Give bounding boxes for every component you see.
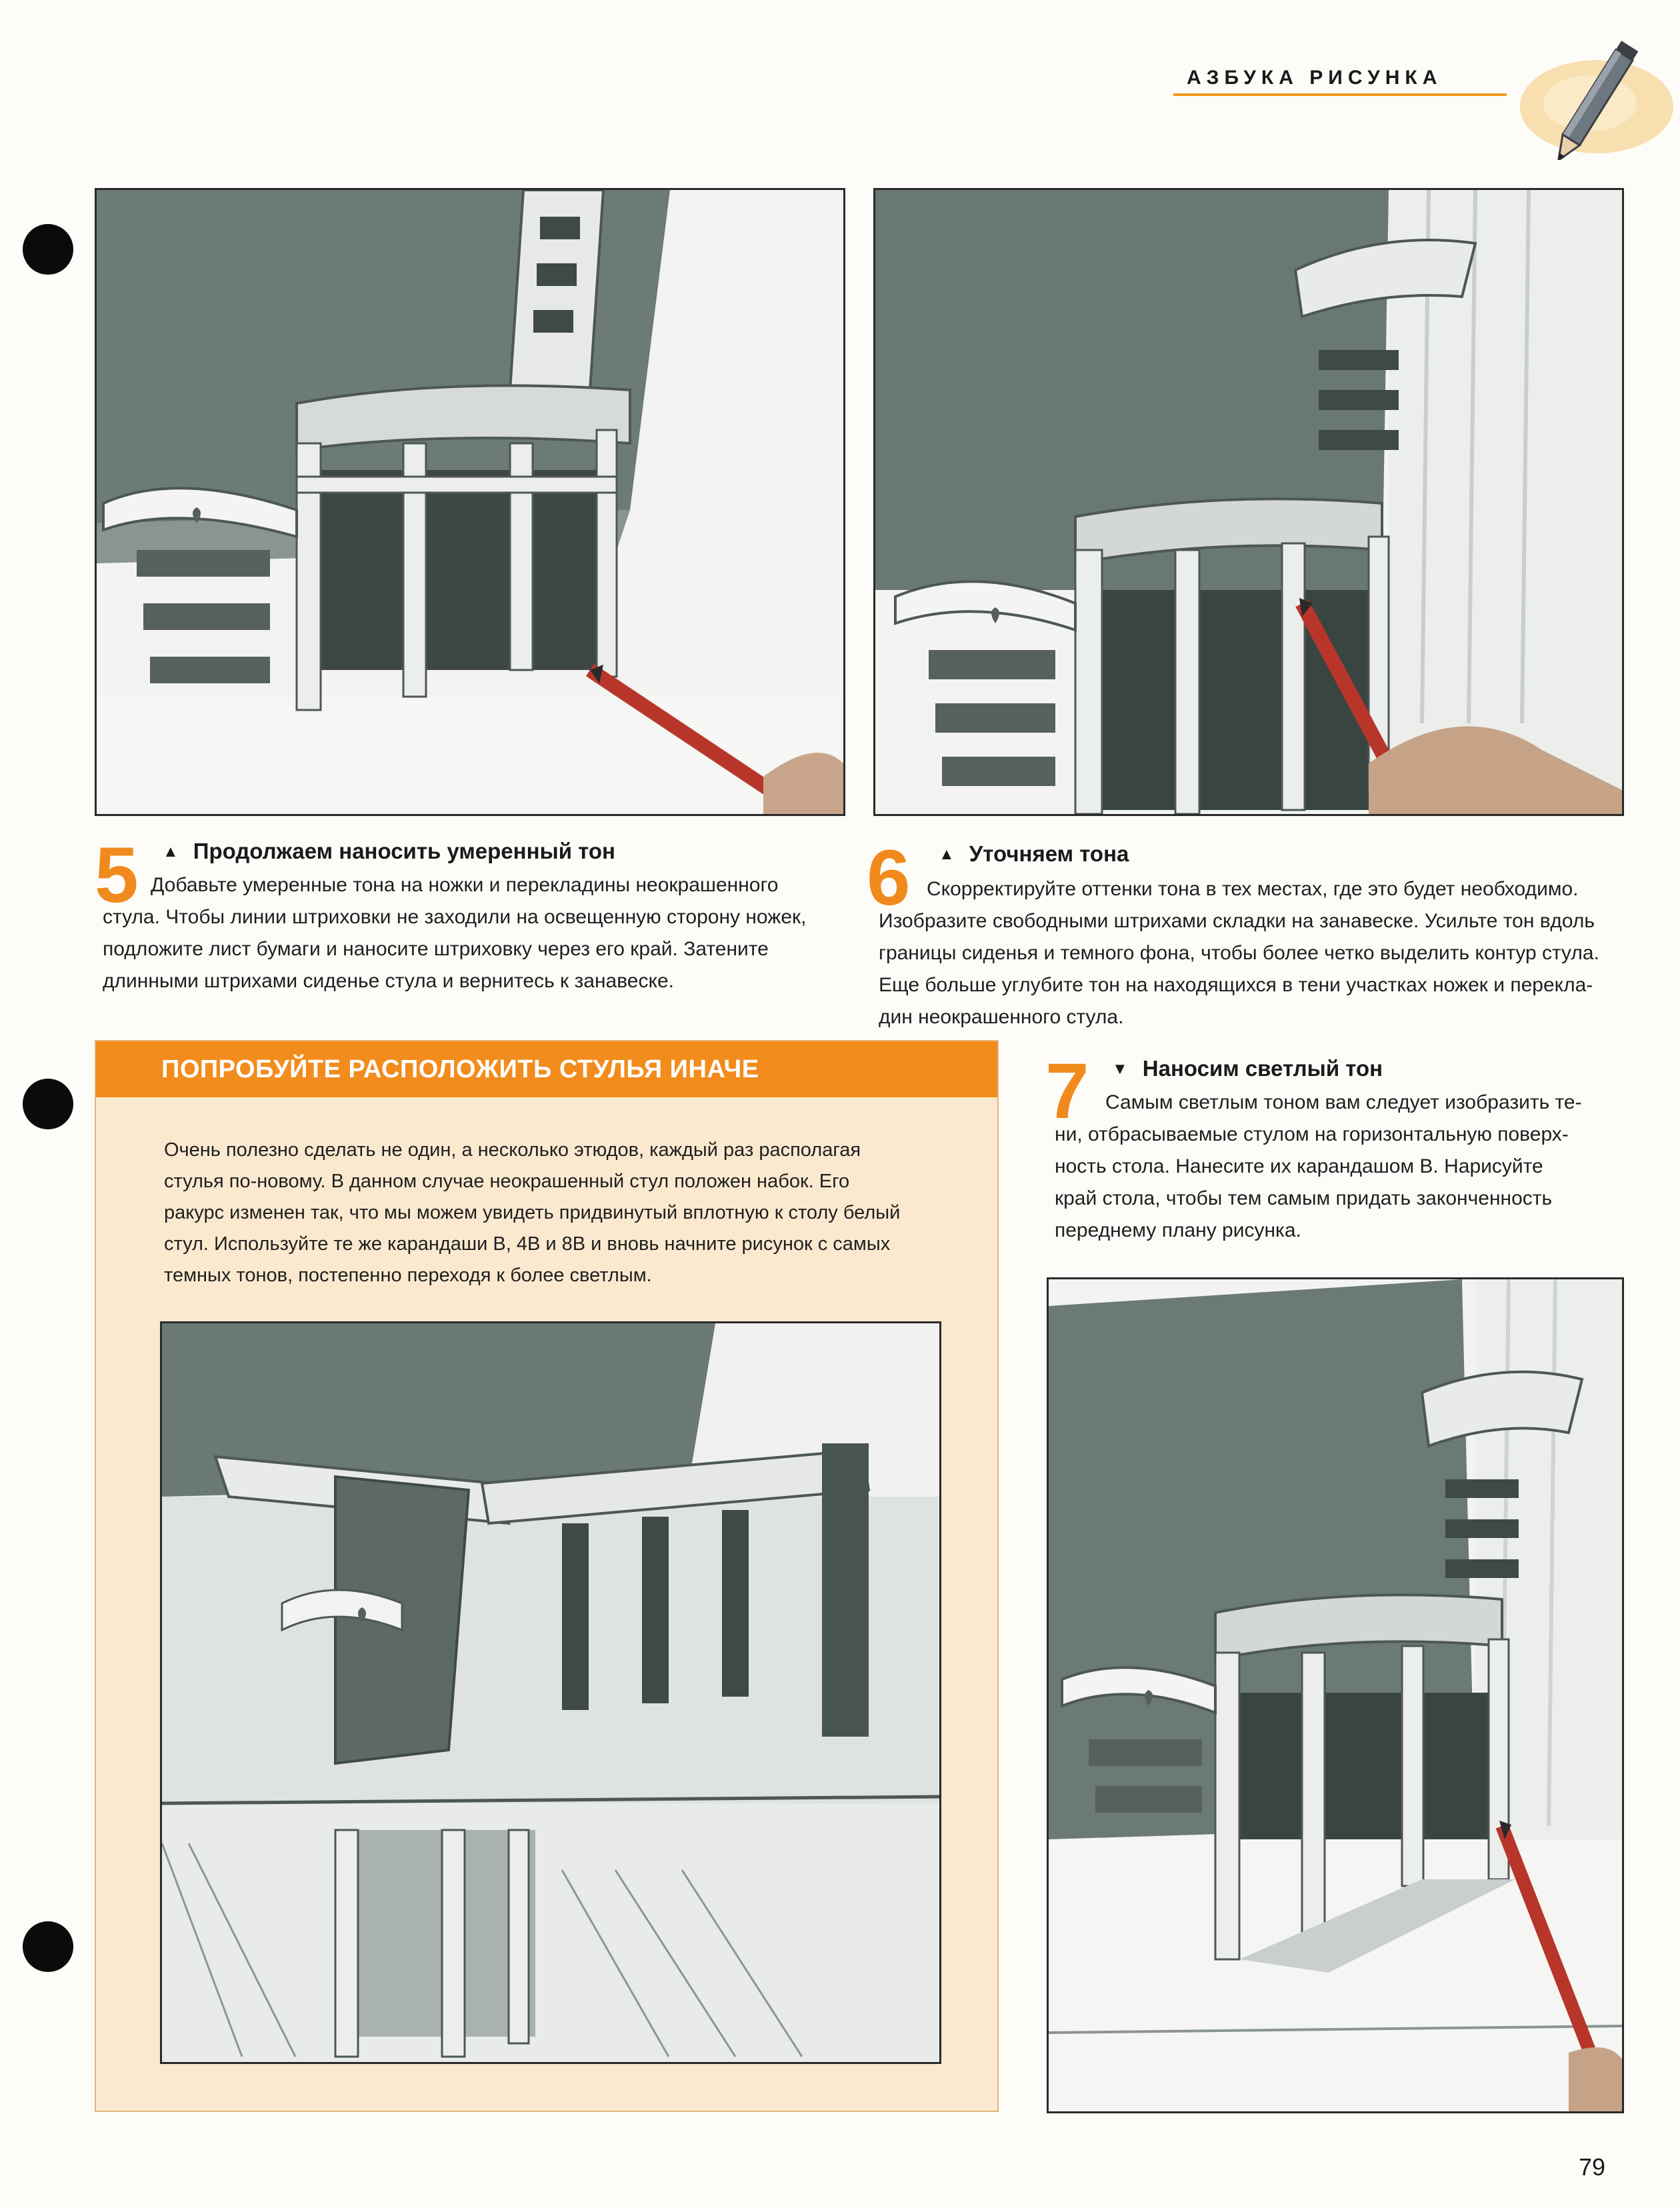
step-7-line: ни, отбрасываемые стулом на горизонтальную поверх- <box>1055 1123 1569 1145</box>
step-6-title-text: Уточняем тона <box>969 841 1129 866</box>
step-5-line: длинными штрихами сиденье стула и вернитесь к занавеске. <box>103 970 674 992</box>
sidebar-line: стулья по-новому. В данном случае неокрашенный стул положен набок. Его <box>164 1171 850 1192</box>
drawing-step-5 <box>95 188 845 816</box>
step-6-line: Изобразите свободными штрихами складки на занавеске. Усильте тон вдоль <box>879 910 1595 932</box>
step-5-title-text: Продолжаем наносить умеренный тон <box>193 839 615 863</box>
step-7-title-text: Наносим светлый тон <box>1142 1056 1383 1081</box>
step-7-title <box>1112 1056 1383 1081</box>
step-5-line: подложите лист бумаги и наносите штриховку через его край. Затените <box>103 938 769 960</box>
sidebar-line: ракурс изменен так, что мы можем увидеть придвинутый вплотную к столу белый <box>164 1202 901 1223</box>
step-6-text <box>879 873 1652 1033</box>
drawing-step-6 <box>873 188 1624 816</box>
punch-hole-middle <box>23 1079 73 1129</box>
sidebar-line: темных тонов, постепенно переходя к более светлым. <box>164 1265 652 1286</box>
step-7-line: ность стола. Нанесите их карандашом В. Нарисуйте <box>1055 1155 1543 1177</box>
step-6-line: Скорректируйте оттенки тона в тех местах, где это будет необходимо. <box>927 878 1579 900</box>
section-title: АЗБУКА РИСУНКА <box>1187 67 1443 89</box>
step-7-line: Самым светлым тоном вам следует изобразить те- <box>1105 1091 1582 1113</box>
step-7-number: 7 <box>1045 1047 1089 1135</box>
step-5-title <box>163 839 615 864</box>
sidebar-line: стул. Используйте те же карандаши В, 4В и 8В и вновь начните рисунок с самых <box>164 1233 891 1255</box>
step-5-text <box>103 869 856 997</box>
pencil-icon <box>1517 27 1677 160</box>
triangle-up-icon: ▲ <box>163 843 179 861</box>
triangle-down-icon: ▼ <box>1112 1060 1128 1078</box>
step-6-line: Еще больше углубите тон на находящихся в тени участках ножек и перекла- <box>879 974 1593 996</box>
step-6-line: дин неокрашенного стула. <box>879 1006 1124 1028</box>
tip-sidebar <box>95 1040 999 2112</box>
sidebar-line: Очень полезно сделать не один, а несколько этюдов, каждый раз располагая <box>164 1139 861 1161</box>
page-number: 79 <box>1579 2153 1606 2181</box>
step-6-line: границы сиденья и темного фона, чтобы более четко выделить контур стула. <box>879 942 1599 964</box>
drawing-step-7 <box>1047 1277 1624 2113</box>
step-5-number: 5 <box>95 831 139 919</box>
header-rule <box>1173 93 1507 96</box>
step-7-line: переднему плану рисунка. <box>1055 1219 1301 1241</box>
step-5-line: Добавьте умеренные тона на ножки и перекладины неокрашенного <box>151 874 779 896</box>
punch-hole-top <box>23 224 73 275</box>
step-5-line: стула. Чтобы линии штриховки не заходили на освещенную сторону ножек, <box>103 906 807 928</box>
step-6-number: 6 <box>867 834 911 922</box>
sidebar-text <box>164 1135 964 1291</box>
step-6-title <box>939 841 1129 867</box>
triangle-up-icon: ▲ <box>939 845 955 863</box>
step-7-text <box>1055 1087 1641 1247</box>
punch-hole-bottom <box>23 1921 73 1972</box>
step-7-line: край стола, чтобы тем самым придать законченность <box>1055 1187 1553 1209</box>
drawing-sidebar <box>160 1321 941 2064</box>
sidebar-title: ПОПРОБУЙТЕ РАСПОЛОЖИТЬ СТУЛЬЯ ИНАЧЕ <box>96 1041 997 1097</box>
